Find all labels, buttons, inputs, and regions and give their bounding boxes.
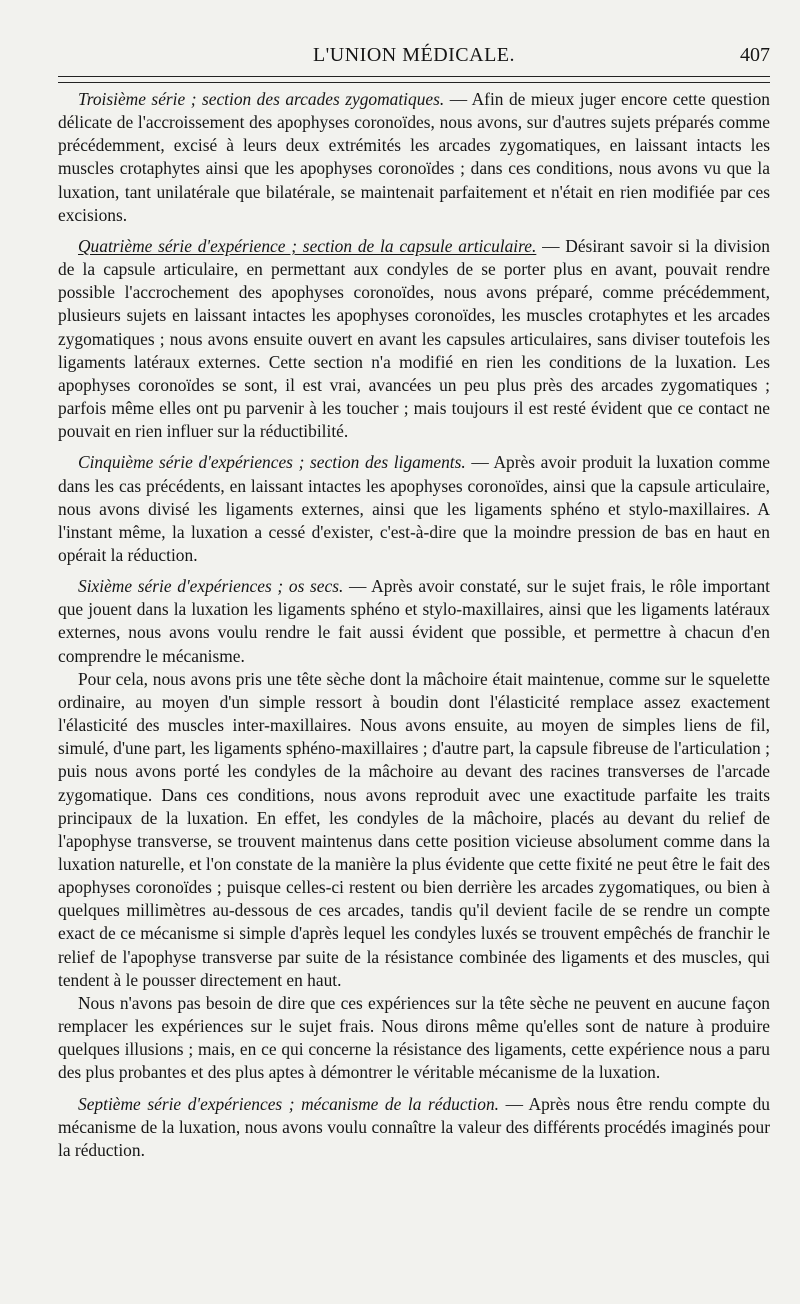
paragraph-text: — Afin de mieux juger encore cette question délicate de l'accroissement des apophyses coronoïdes, nous avons, sur d'autres sujets préparés comme précédemment, excisé à leurs deux extrémités les arcades zygomatiques, en laissant intacts les muscles crotaphytes ainsi que les apophyses coronoïdes ; dans ces conditions, nous avons vu que la luxation, tant unilatérale que bilatérale, se maintenait parfaitement et n'était en rien modifiée par ces excisions. xyxy=(58,89,771,225)
paragraph-text: Pour cela, nous avons pris une tête sèche dont la mâchoire était maintenue, comme sur le squelette ordinaire, au moyen d'un simple ressort à boudin dont l'élasticité remplace assez exactement l'élasticité des muscles inter-maxillaires. Nous avons ensuite, au moyen de simples liens de fil, simulé, d'une part, les ligaments sphéno-maxillaires ; d'autre part, la capsule fibreuse de l'articulation ; puis nous avons porté les condyles de la mâchoire au devant des racines transverses de l'arcade zygomatique. Dans ces conditions, nous avons reproduit avec une exactitude parfaite les traits principaux de la luxation. En effet, les condyles de la mâchoire, placés au devant du relief de l'apophyse transverse, se trouvent maintenus dans cette position vicieuse absolument comme dans la luxation naturelle, et l'on constate de la manière la plus évidente que cette fixité ne peut être le fait des apophyses coronoïdes ; puisque celles-ci restent ou bien derrière les arcades zygomatiques, ou bien à quelques millimètres au-dessous de ces arcades, tandis qu'il devient facile de se rendre un compte exact de ce mécanisme si simple d'après lequel les condyles luxés se trouvent empêchés de franchir le relief de l'apophyse transverse par suite de la résistance combinée des ligaments et des muscles, qui tendent à le pousser directement en haut. xyxy=(58,668,770,990)
section-heading: Quatrième série d'expérience ; section de la capsule articulaire. xyxy=(78,235,537,256)
page-number: 407 xyxy=(740,44,770,66)
paragraph-serie-7 xyxy=(58,1093,770,1162)
paragraph-text: Nous n'avons pas besoin de dire que ces expériences sur la tête sèche ne peuvent en aucune façon remplacer les expériences sur le sujet frais. Nous dirons même qu'elles sont de nature à produire quelques illusions ; mais, en ce qui concerne la résistance des ligaments, cette expérience nous a paru des plus probantes et des plus aptes à démontrer le véritable mécanisme de la luxation. xyxy=(58,992,770,1083)
paragraph-text: — Après avoir produit la luxation comme dans les cas précédents, en laissant intactes les apophyses coronoïdes, ainsi que la capsule articulaire, nous avons divisé les ligaments externes, ainsi que les ligaments sphéno et stylo-maxillaires. A l'instant même, la luxation a cessé d'exister, c'est-à-dire que la moindre pression de bas en haut en opérait la réduction. xyxy=(58,452,770,565)
paragraph-serie-4 xyxy=(58,235,770,443)
journal-title: L'UNION MÉDICALE. xyxy=(312,44,516,66)
header-rule xyxy=(58,76,770,77)
section-heading: Septième série d'expériences ; mécanisme de la réduction. xyxy=(78,1093,499,1114)
paragraph-serie-3 xyxy=(58,88,770,227)
paragraph-serie-5 xyxy=(58,451,770,567)
section-heading: Cinquième série d'expériences ; section des ligaments. xyxy=(78,452,466,473)
paragraph-conclusion xyxy=(58,992,770,1085)
paragraph-serie-6 xyxy=(58,575,770,668)
paragraph-tete-seche xyxy=(58,668,770,992)
header-rule-thin xyxy=(58,82,770,83)
paragraph-text: — Après nous être rendu compte du mécanisme de la luxation, nous avons voulu connaître la valeur des différents procédés imaginés pour la réduction. xyxy=(58,1093,770,1160)
paragraph-text: — Après avoir constaté, sur le sujet frais, le rôle important que jouent dans la luxation les ligaments sphéno et stylo-maxillaires, ainsi que les ligaments latéraux externes, nous avons voulu rendre le fait aussi évident que possible, et permettre à chacun d'en comprendre le mécanisme. xyxy=(58,576,770,666)
article-body xyxy=(58,88,770,1162)
section-heading: Sixième série d'expériences ; os secs. xyxy=(78,576,344,597)
running-header xyxy=(58,40,770,74)
section-heading: Troisième série ; section des arcades zygomatiques. xyxy=(78,89,445,109)
paragraph-text: — Désirant savoir si la division de la capsule articulaire, en permettant aux condyles de se porter plus en avant, pouvait rendre possible l'accrochement des apophyses coronoïdes, nous avons préparé, comme précédemment, plusieurs sujets en laissant intactes les apophyses coronoïdes, les muscles crotaphytes et les arcades zygomatiques ; nous avons ensuite ouvert en avant les capsules articulaires, sans diviser toutefois les ligaments latéraux externes. Cette section n'a modifié en rien les conditions de la luxation. Les apophyses coronoïdes se sont, il est vrai, avancées un peu plus près des arcades zygomatiques ; parfois même elles ont pu parvenir à les toucher ; mais toujours il est resté évident que ce contact ne pouvait en rien influer sur la réductibilité. xyxy=(58,235,770,442)
